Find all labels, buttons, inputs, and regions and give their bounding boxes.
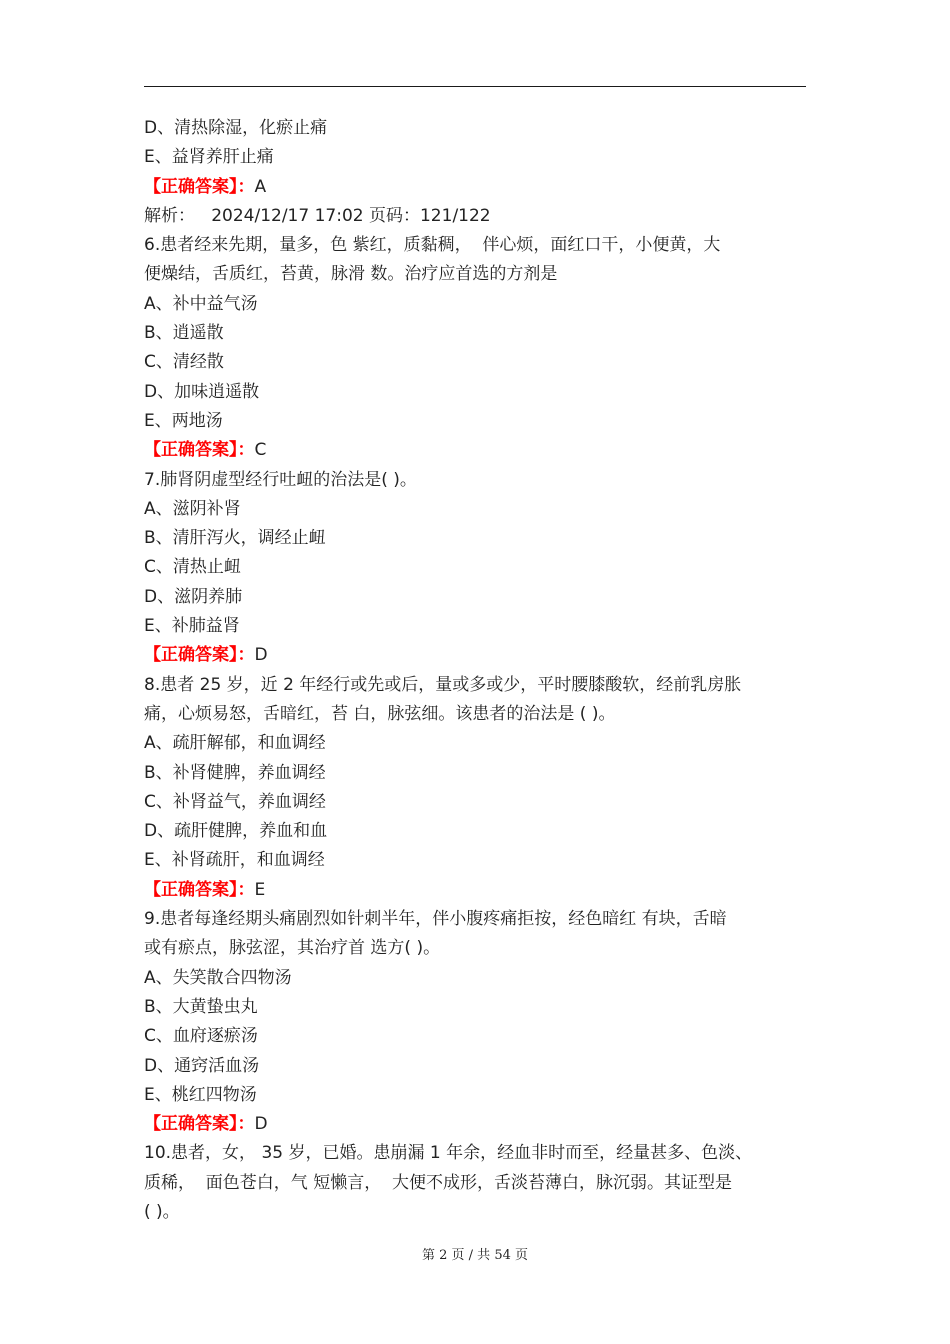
correct-answer-label: 【正确答案】： xyxy=(144,1114,255,1135)
text-line: E、补肾疏肝，和血调经 xyxy=(144,850,325,871)
correct-answer-value: C xyxy=(254,440,267,461)
text-line: C、血府逐瘀汤 xyxy=(144,1026,258,1047)
correct-answer-line xyxy=(144,173,808,202)
correct-answer-line xyxy=(144,876,808,905)
text-line: A、滋阴补肾 xyxy=(144,498,241,519)
text-line: B、大黄蛰虫丸 xyxy=(144,996,258,1017)
text-line: C、清热止衄 xyxy=(144,557,241,578)
text-line: 9.患者每逢经期头痛剧烈如针刺半年，伴小腹疼痛拒按，经色暗红 有块，舌暗 xyxy=(144,909,727,930)
correct-answer-value: A xyxy=(254,176,267,197)
correct-answer-label: 【正确答案】： xyxy=(144,879,255,900)
document-body xyxy=(144,114,808,1227)
text-line: 痛，心烦易怒，舌暗红，苔 白，脉弦细。该患者的治法是 ( )。 xyxy=(144,703,616,724)
text-line: A、失笑散合四物汤 xyxy=(144,967,292,988)
text-line: A、补中益气汤 xyxy=(144,293,258,314)
text-line: D、滋阴养肺 xyxy=(144,586,243,607)
correct-answer-value: D xyxy=(254,645,268,666)
text-line: E、桃红四物汤 xyxy=(144,1084,257,1105)
text-line: D、通窍活血汤 xyxy=(144,1055,260,1076)
text-line: D、清热除湿，化瘀止痛 xyxy=(144,118,328,138)
text-line: 或有瘀点，脉弦涩，其治疗首 选方( )。 xyxy=(144,938,441,959)
text-line: C、清经散 xyxy=(144,352,224,373)
text-line: E、补肺益肾 xyxy=(144,616,240,637)
text-line: 8.患者 25 岁，近 2 年经行或先或后，量或多或少，平时腰膝酸软，经前乳房胀 xyxy=(144,674,742,695)
text-line: B、补肾健脾，养血调经 xyxy=(144,762,326,783)
text-line: D、疏肝健脾，养血和血 xyxy=(144,821,328,842)
correct-answer-line xyxy=(144,436,808,465)
text-line: 6.患者经来先期，量多，色 紫红，质黏稠， 伴心烦，面红口干，小便黄，大 xyxy=(144,235,721,256)
page-footer: 第 2 页 / 共 54 页 xyxy=(422,1248,528,1263)
text-line: 质稀， 面色苍白，气 短懒言， 大便不成形，舌淡苔薄白，脉沉弱。其证型是 xyxy=(144,1172,733,1193)
correct-answer-label: 【正确答案】： xyxy=(144,176,255,197)
text-line: 7.肺肾阴虚型经行吐衄的治法是( )。 xyxy=(144,469,417,490)
text-line: D、加味逍遥散 xyxy=(144,381,260,402)
text-line: B、逍遥散 xyxy=(144,323,224,344)
header-rule xyxy=(144,86,806,87)
text-line: B、清肝泻火，调经止衄 xyxy=(144,528,326,549)
text-line: 解析： 2024/12/17 17:02 页码：121/122 xyxy=(144,205,491,226)
correct-answer-value: E xyxy=(254,879,266,900)
correct-answer-line xyxy=(144,1110,808,1139)
text-line: 便燥结，舌质红，苔黄，脉滑 数。治疗应首选的方剂是 xyxy=(144,264,558,285)
text-line: E、益肾养肝止痛 xyxy=(144,147,274,168)
correct-answer-label: 【正确答案】： xyxy=(144,645,255,666)
correct-answer-value: D xyxy=(254,1114,268,1135)
text-line: E、两地汤 xyxy=(144,410,223,431)
correct-answer-label: 【正确答案】： xyxy=(144,440,255,461)
text-line: C、补肾益气，养血调经 xyxy=(144,791,326,812)
text-line: ( )。 xyxy=(144,1201,180,1222)
text-line: A、疏肝解郁，和血调经 xyxy=(144,733,326,754)
text-line: 10.患者，女， 35 岁，已婚。患崩漏 1 年余，经血非时而至，经量甚多、色淡、 xyxy=(144,1143,753,1164)
correct-answer-line xyxy=(144,641,808,670)
